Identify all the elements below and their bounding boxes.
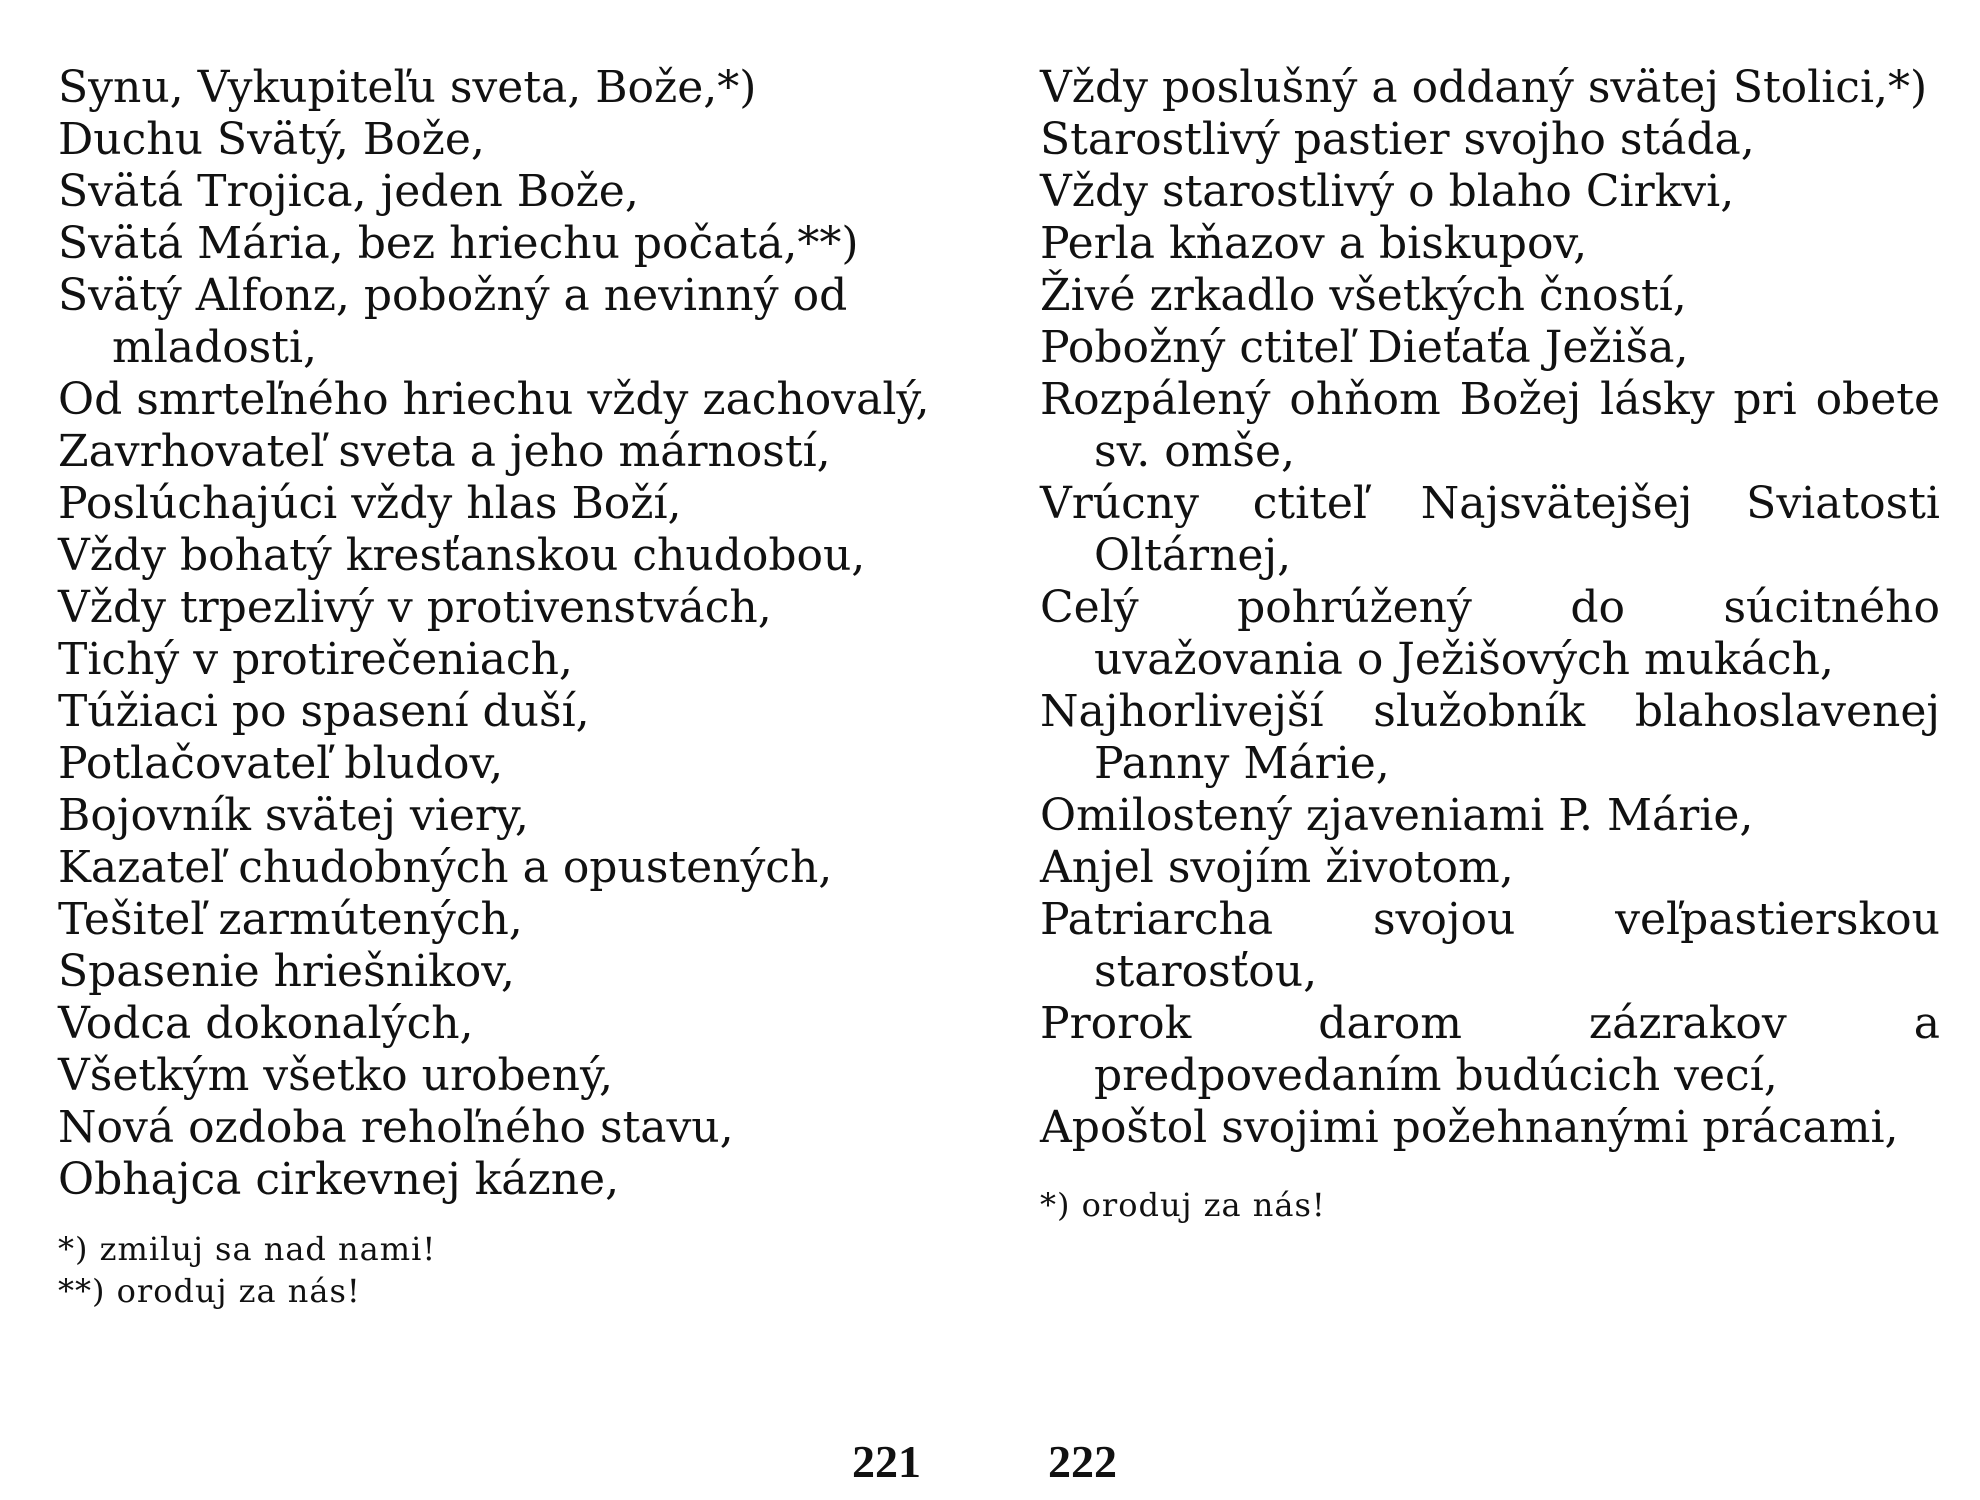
litany-line: Všetkým všetko urobený, [58, 1050, 614, 1101]
footnotes-right [1040, 1184, 1940, 1226]
litany-line: Svätá Mária, bez hriechu počatá,**) [58, 218, 859, 269]
litany-line: Synu, Vykupiteľu sveta, Bože,*) [58, 62, 757, 113]
litany-line: Bojovník svätej viery, [58, 790, 529, 841]
litany-line: Pobožný ctiteľ Dieťaťa Ježiša, [1040, 322, 1689, 373]
litany-line: Starostlivý pastier svojho stáda, [1040, 114, 1755, 165]
litany-line: Tešiteľ zarmútených, [58, 894, 523, 945]
litany-line: Najhorlivejší služobník blahoslavenej Panny Márie, [1040, 686, 1940, 789]
litany-line: Svätý Alfonz, pobožný a nevinný od mladosti, [58, 270, 848, 373]
litany-line: Nová ozdoba rehoľného stavu, [58, 1102, 734, 1153]
litany-line: Vždy bohatý kresťanskou chudobou, [58, 530, 866, 581]
litany-line: Živé zrkadlo všetkých čností, [1040, 270, 1687, 321]
litany-line: Anjel svojím životom, [1040, 842, 1514, 893]
litany-line: Od smrteľného hriechu vždy zachovalý, [58, 374, 930, 425]
litany-line: Svätá Trojica, jeden Bože, [58, 166, 639, 217]
litany-line: Vždy poslušný a oddaný svätej Stolici,*) [1040, 62, 1928, 113]
litany-line: Vodca dokonalých, [58, 998, 474, 1049]
litany-line: Poslúchajúci vždy hlas Boží, [58, 478, 682, 529]
litany-line: Vrúcny ctiteľ Najsvätejšej Sviatosti Oltárnej, [1040, 478, 1940, 581]
litany-line: Patriarcha svojou veľpastierskou starosťou, [1040, 894, 1940, 997]
litany-line: Vždy trpezlivý v protivenstvách, [58, 582, 772, 633]
litany-line: Spasenie hriešnikov, [58, 946, 515, 997]
right-page [1040, 62, 1940, 1226]
litany-line: Perla kňazov a biskupov, [1040, 218, 1588, 269]
litany-line: Omilostený zjaveniami P. Márie, [1040, 790, 1754, 841]
left-page [58, 62, 958, 1312]
litany-line: Kazateľ chudobných a opustených, [58, 842, 833, 893]
litany-line: Prorok darom zázrakov a predpovedaním budúcich vecí, [1040, 998, 1940, 1101]
litany-line: Túžiaci po spasení duší, [58, 686, 590, 737]
litany-line: Tichý v protirečeniach, [58, 634, 573, 685]
litany-line: Celý pohrúžený do súcitného uvažovania o Ježišových mukách, [1040, 582, 1940, 685]
litany-line: Potlačovateľ bludov, [58, 738, 504, 789]
footnote: **) oroduj za nás! [58, 1272, 361, 1310]
litany-line: Apoštol svojimi požehnanými prácami, [1040, 1102, 1899, 1153]
litany-list-left [58, 62, 958, 1206]
litany-line: Zavrhovateľ sveta a jeho márností, [58, 426, 831, 477]
footnote: *) zmiluj sa nad nami! [58, 1230, 437, 1268]
litany-line: Vždy starostlivý o blaho Cirkvi, [1040, 166, 1735, 217]
footnotes-left [58, 1228, 958, 1312]
page-number-left: 221 [852, 1436, 921, 1487]
litany-list-right [1040, 62, 1940, 1154]
litany-line: Rozpálený ohňom Božej lásky pri obete sv. omše, [1040, 374, 1940, 477]
page-number-right: 222 [1048, 1436, 1117, 1487]
litany-line: Obhajca cirkevnej kázne, [58, 1154, 620, 1205]
litany-line: Duchu Svätý, Bože, [58, 114, 485, 165]
footnote: *) oroduj za nás! [1040, 1186, 1326, 1224]
